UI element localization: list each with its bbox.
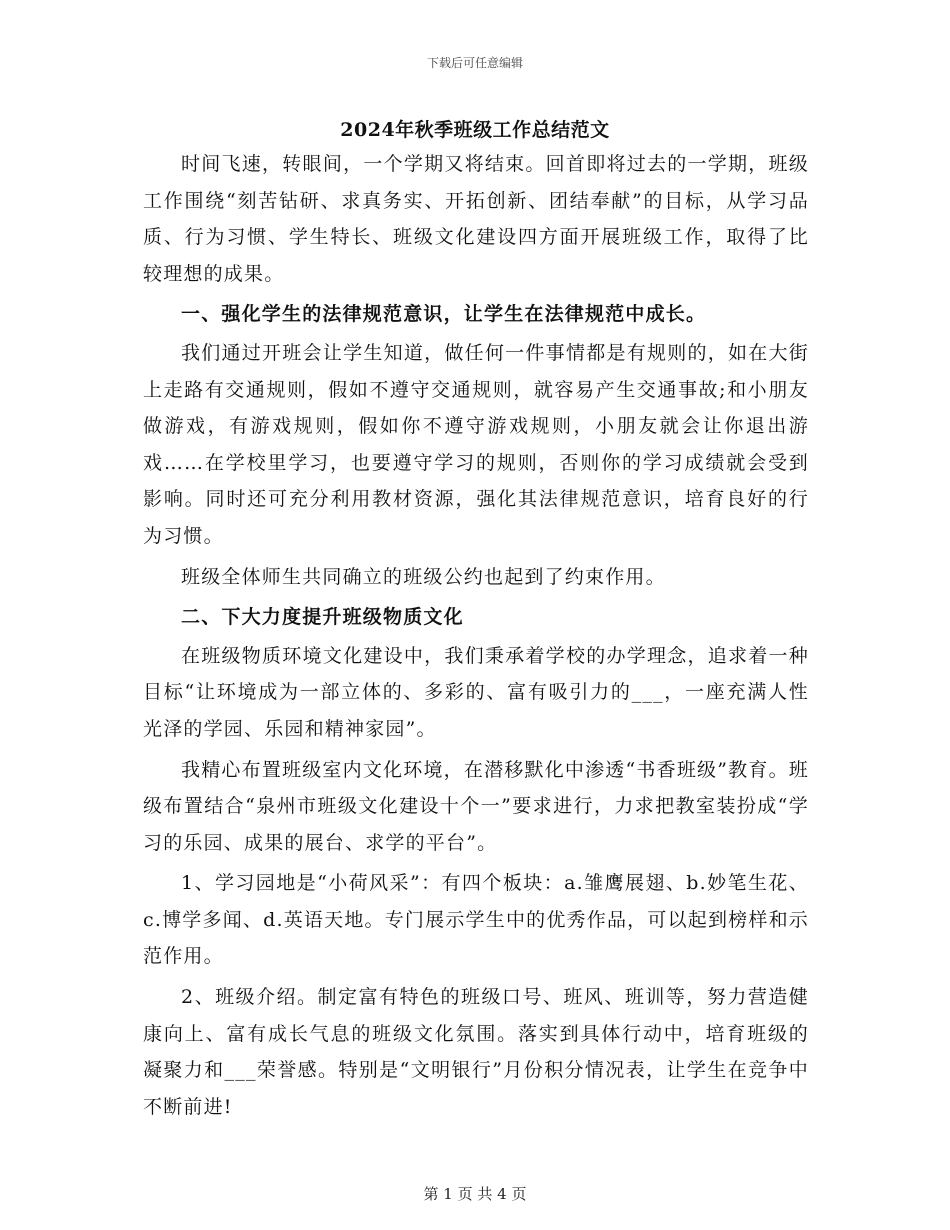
- paragraph-intro: 时间飞速，转眼间，一个学期又将结束。回首即将过去的一学期，班级工作围绕“刻苦钻研、求真务实、开拓创新、团结奉献”的目标，从学习品质、行为习惯、学生特长、班级文化建设四方面开展班级工作，取得了比较理想的成果。: [143, 153, 809, 285]
- paragraph-environment: 在班级物质环境文化建设中，我们秉承着学校的办学理念，追求着一种目标“让环境成为一部立体的、多彩的、富有吸引力的___，一座充满人性光泽的学园、乐园和精神家园”。: [143, 644, 809, 740]
- paragraph-decoration: 我精心布置班级室内文化环境，在潜移默化中渗透“书香班级”教育。班级布置结合“泉州市班级文化建设十个一”要求进行，力求把教室装扮成“学习的乐园、成果的展台、求学的平台”。: [143, 758, 809, 854]
- page-footer: 第 1 页 共 4 页: [423, 1185, 527, 1203]
- paragraph-study-garden: 1、学习园地是“小荷风采”：有四个板块：a.雏鹰展翅、b.妙笔生花、c.博学多闻、d.英语天地。专门展示学生中的优秀作品，可以起到榜样和示范作用。: [143, 872, 809, 968]
- paragraph-class-convention: 班级全体师生共同确立的班级公约也起到了约束作用。: [181, 565, 666, 588]
- paragraph-class-intro: 2、班级介绍。制定富有特色的班级口号、班风、班训等，努力营造健康向上、富有成长气息的班级文化氛围。落实到具体行动中，培育班级的凝聚力和___荣誉感。特别是“文明银行”月份积分情况表，让学生在竞争中不断前进!: [143, 986, 809, 1118]
- document-body: [143, 146, 809, 1125]
- section-heading-1: 一、强化学生的法律规范意识，让学生在法律规范中成长。: [181, 303, 707, 326]
- paragraph-rules: 我们通过开班会让学生知道，做任何一件事情都是有规则的，如在大街上走路有交通规则，假如不遵守交通规则，就容易产生交通事故;和小朋友做游戏，有游戏规则，假如你不遵守游戏规则，小朋友就会让你退出游戏……在学校里学习，也要遵守学习的规则，否则你的学习成绩就会受到影响。同时还可充分利用教材资源，强化其法律规范意识，培育良好的行为习惯。: [143, 341, 809, 547]
- document-title: 2024年秋季班级工作总结范文: [340, 119, 610, 141]
- section-heading-2: 二、下大力度提升班级物质文化: [181, 606, 464, 629]
- page-header: 下载后可任意编辑: [426, 56, 523, 70]
